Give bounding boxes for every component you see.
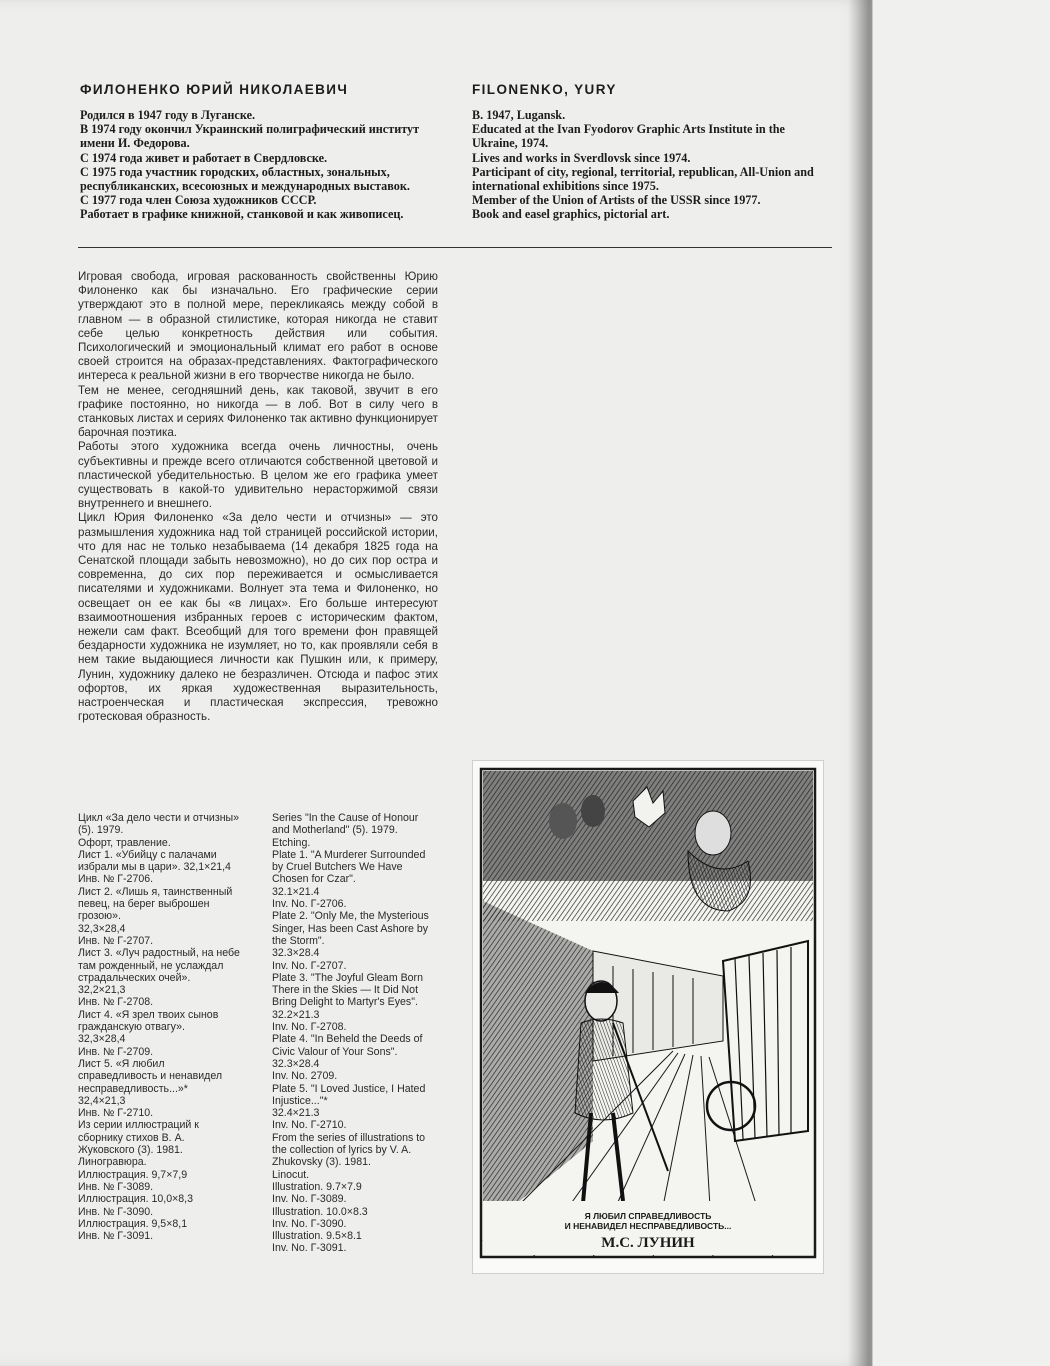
works-list-english — [272, 812, 434, 1255]
bio-line: С 1975 года участник городских, областных, зональных, республиканских, всесоюзных и международных выставок. — [80, 164, 410, 194]
caption-line: 32,4×21,3 — [78, 1094, 126, 1107]
caption-line: 32,3×28,4 — [78, 1033, 126, 1046]
caption-line: Inv. No. Г-2706. — [272, 898, 347, 911]
caption-line: Линогравюра. — [78, 1156, 147, 1169]
caption-line: Инв. № Г-2709. — [78, 1045, 154, 1058]
caption-line: Plate 2. "Only Me, the Mysterious Singer, Has been Cast Ashore by the Storm". — [272, 910, 429, 947]
artist-name-russian: ФИЛОНЕНКО ЮРИЙ НИКОЛАЕВИЧ — [80, 82, 349, 97]
caption-line: Лист 4. «Я зрел твоих сынов гражданскую отвагу». — [78, 1008, 219, 1034]
caption-line: Plate 1. "A Murderer Surrounded by Cruel Butchers We Have Chosen for Czar". — [272, 848, 426, 886]
bio-line: Book and easel graphics, pictorial art. — [472, 207, 670, 222]
bio-line: Lives and works in Sverdlovsk since 1974. — [472, 150, 691, 165]
caption-line: 32.4×21.3 — [272, 1107, 320, 1120]
caption-line: Офорт, травление. — [78, 836, 171, 849]
bio-line: Educated at the Ivan Fyodorov Graphic Arts Institute in the Ukraine, 1974. — [472, 122, 785, 151]
essay-text — [78, 270, 438, 725]
caption-line: Инв. № Г-2708. — [78, 996, 154, 1009]
works-list-russian — [78, 812, 240, 1242]
bio-line: С 1974 года живет и работает в Свердловске. — [80, 150, 328, 165]
caption-line: Лист 3. «Луч радостный, на небе там рожденный, не услаждал страдальческих очей». — [78, 947, 240, 984]
bio-line: С 1977 года член Союза художников СССР. — [80, 193, 317, 208]
caption-line: 32.1×21.4 — [272, 885, 320, 898]
caption-line: Из серии иллюстраций к сборнику стихов В. А. Жуковского (3). 1981. — [78, 1119, 199, 1157]
caption-line: Цикл «За дело чести и отчизны» (5). 1979. — [78, 812, 240, 837]
essay-paragraph: Игровая свобода, игровая раскованность свойственны Юрию Филоненко как бы изначально. Его графические серии утверждают это в полной мере, перекликаясь между собой в главном — в образной стилистике, которая никогда не ставит себе целью конкретность действия или события. Психологический и эмоциональный климат его работ в основе своей строится на образах-представлениях. Фактографического интереса к реальной жизни в его творчестве никогда не было. — [78, 270, 438, 383]
caption-line: Инв. № Г-3090. — [78, 1205, 154, 1218]
caption-line: Plate 3. "The Joyful Gleam Born There in the Skies — It Did Not Bring Delight to Martyr's Eyes". — [272, 971, 423, 1009]
caption-line: Лист 1. «Убийцу с палачами избрали мы в цари». 32,1×21,4 — [78, 848, 231, 874]
caption-line: Plate 5. "I Loved Justice, I Hated Injustice..."* — [272, 1082, 426, 1107]
biography-english — [472, 108, 832, 222]
caption-line: Series "In the Cause of Honour and Motherland" (5). 1979. — [272, 812, 419, 837]
caption-line: Plate 4. "In Beheld the Deeds of Civic Valour of Your Sons". — [272, 1033, 423, 1058]
caption-line: Inv. No. Г-2708. — [272, 1021, 347, 1034]
caption-line: 32,3×28,4 — [78, 922, 126, 935]
caption-line: Иллюстрация. 9,7×7,9 — [78, 1168, 188, 1181]
caption-line: Linocut. — [272, 1168, 310, 1181]
plate-inscription-line1: Я ЛЮБИЛ СПРАВЕДЛИВОСТЬ — [584, 1211, 712, 1221]
bio-line: B. 1947, Lugansk. — [472, 108, 566, 122]
plate-inscription-line2: И НЕНАВИДЕЛ НЕСПРАВЕДЛИВОСТЬ... — [564, 1221, 732, 1231]
caption-line: Inv. No. Г-3089. — [272, 1193, 347, 1206]
caption-line: Illustration. 10.0×8.3 — [272, 1205, 368, 1218]
etching-reproduction — [472, 760, 824, 1274]
essay-paragraph: Работы этого художника всегда очень личностны, очень субъективны и прежде всего отличаются собственной цветовой и пластической убедительностью. В целом же его графика умеет существовать в какой-то удивительно нерасторжимой связи внутреннего и внешнего. — [78, 440, 438, 511]
caption-line: Лист 5. «Я любил справедливость и ненавидел несправедливость...»* — [78, 1057, 223, 1095]
essay-paragraph: Цикл Юрия Филоненко «За дело чести и отчизны» — это размышления художника над той страницей российской истории, что для нас не только незабываема (14 декабря 1825 года на Сенатской площади забыть невозможно), но до сих пор остра и современна, до сих пор переживается и осмысливается писателями и художниками. Волнует эта тема и Филоненко, но освещает он ее как бы «в лицах». Его больше интересуют взаимоотношения избранных героев с историческим фактом, нежели сам факт. Всеобщий для того времени фон правящей бездарности художника не изумляет, но то, как проявляли себя в нем такие выдающиеся личности как Пушкин или, к примеру, Лунин, художнику далеко не безразличен. Отсюда и пафос этих офортов, их яркая художественная выразительность, настроенческая и пластическая экспрессия, тревожно гротесковая образность. — [78, 511, 438, 724]
artist-name-english: FILONENKO, YURY — [472, 82, 617, 97]
caption-line: Иллюстрация. 9,5×8,1 — [78, 1217, 188, 1230]
essay-paragraph: Тем не менее, сегодняшний день, как таковой, звучит в его графике постоянно, но никогда — в лоб. Вот в силу чего в станковых листах и сериях Филоненко так активно функционирует барочная поэтика. — [78, 383, 438, 440]
caption-line: Инв. № Г-2710. — [78, 1107, 154, 1120]
bio-line: В 1974 году окончил Украинский полиграфический институт имени И. Федорова. — [80, 122, 420, 151]
etching-illustration — [473, 761, 823, 1273]
caption-line: Инв. № Г-3089. — [78, 1180, 154, 1193]
caption-line: Inv. No. Г-2710. — [272, 1119, 347, 1132]
caption-line: Illustration. 9.5×8.1 — [272, 1230, 362, 1243]
caption-line: Inv. No. Г-3090. — [272, 1217, 347, 1230]
bio-line: Participant of city, regional, territorial, republican, All-Union and international exhibitions since 1975. — [472, 164, 814, 194]
plate-inscription-name: М.С. ЛУНИН — [601, 1235, 695, 1251]
caption-line: Inv. No. Г-2707. — [272, 959, 347, 972]
caption-line: Инв. № Г-3091. — [78, 1230, 154, 1243]
caption-line: 32,2×21,3 — [78, 984, 126, 997]
caption-line: 32.2×21.3 — [272, 1008, 320, 1021]
caption-line: Иллюстрация. 10,0×8,3 — [78, 1193, 193, 1206]
adjacent-page-edge — [872, 0, 1050, 1366]
caption-line: From the series of illustrations to the collection of lyrics by V. A. Zhukovsky (3). 1981. — [272, 1131, 426, 1169]
caption-line: 32.3×28.4 — [272, 1057, 320, 1070]
caption-line: Inv. No. Г-3091. — [272, 1242, 347, 1255]
biography-russian — [80, 108, 436, 222]
bio-line: Member of the Union of Artists of the USSR since 1977. — [472, 193, 761, 208]
caption-line: Инв. № Г-2707. — [78, 934, 154, 947]
section-divider — [78, 247, 832, 248]
caption-line: Inv. No. 2709. — [272, 1070, 338, 1083]
caption-line: Инв. № Г-2706. — [78, 873, 154, 886]
caption-line: Illustration. 9.7×7.9 — [272, 1180, 362, 1193]
bio-line: Работает в графике книжной, станковой и как живописец. — [80, 207, 404, 222]
caption-line: 32.3×28.4 — [272, 947, 320, 960]
bio-line: Родился в 1947 году в Луганске. — [80, 108, 256, 122]
caption-line: Лист 2. «Лишь я, таинственный певец, на берег выброшен грозою». — [78, 885, 233, 923]
caption-line: Etching. — [272, 836, 311, 849]
